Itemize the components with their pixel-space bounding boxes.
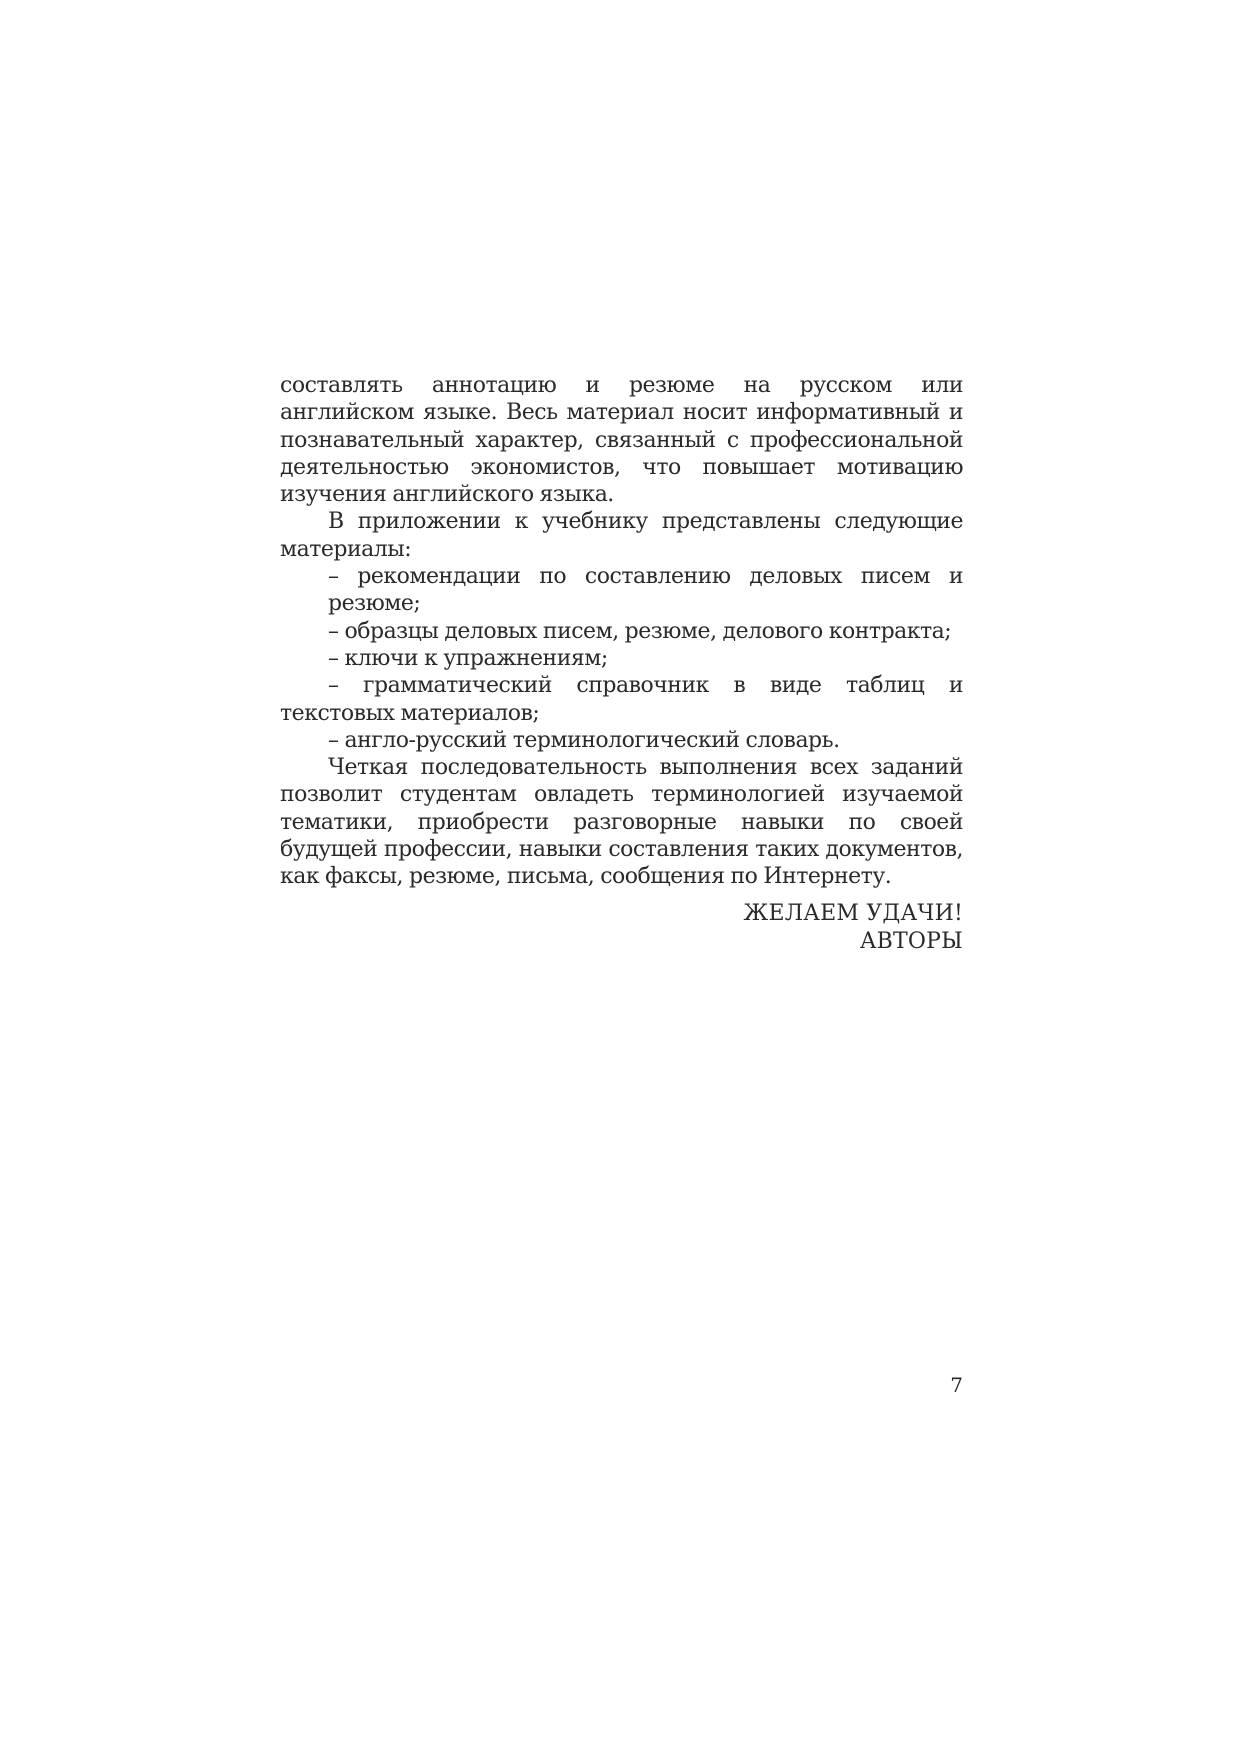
list-item: – рекомендации по составлению деловых писем и резюме;: [328, 564, 963, 617]
list-item: – англо-русский терминологический словарь.: [328, 727, 840, 753]
list-item: – образцы деловых писем, резюме, делового контракта;: [328, 618, 952, 644]
list-item: – грамматический справочник в виде таблиц и текстовых материалов;: [280, 673, 963, 726]
paragraph-intro: составлять аннотацию и резюме на русском или английском языке. Весь материал носит информативный и познавательный характер, связанный с профессиональной деятельностью экономистов, что повышает мотивацию изучения английского языка.: [280, 373, 963, 508]
closing-authors: АВТОРЫ: [859, 929, 963, 954]
paragraph-conclusion: Четкая последовательность выполнения всех заданий позволит студентам овладеть терминологией изучаемой тематики, приобрести разговорные навыки по своей будущей профессии, навыки составления таких документов, как факсы, резюме, письма, сообщения по Интернету.: [280, 755, 963, 890]
closing-wish: ЖЕЛАЕМ УДАЧИ!: [743, 901, 963, 926]
main-text: [280, 372, 963, 891]
paragraph-appendix: В приложении к учебнику представлены следующие материалы:: [280, 509, 963, 562]
closing-signature: [700, 900, 963, 956]
list-item: – ключи к упражнениям;: [328, 645, 608, 671]
page-number: 7: [950, 1373, 963, 1397]
